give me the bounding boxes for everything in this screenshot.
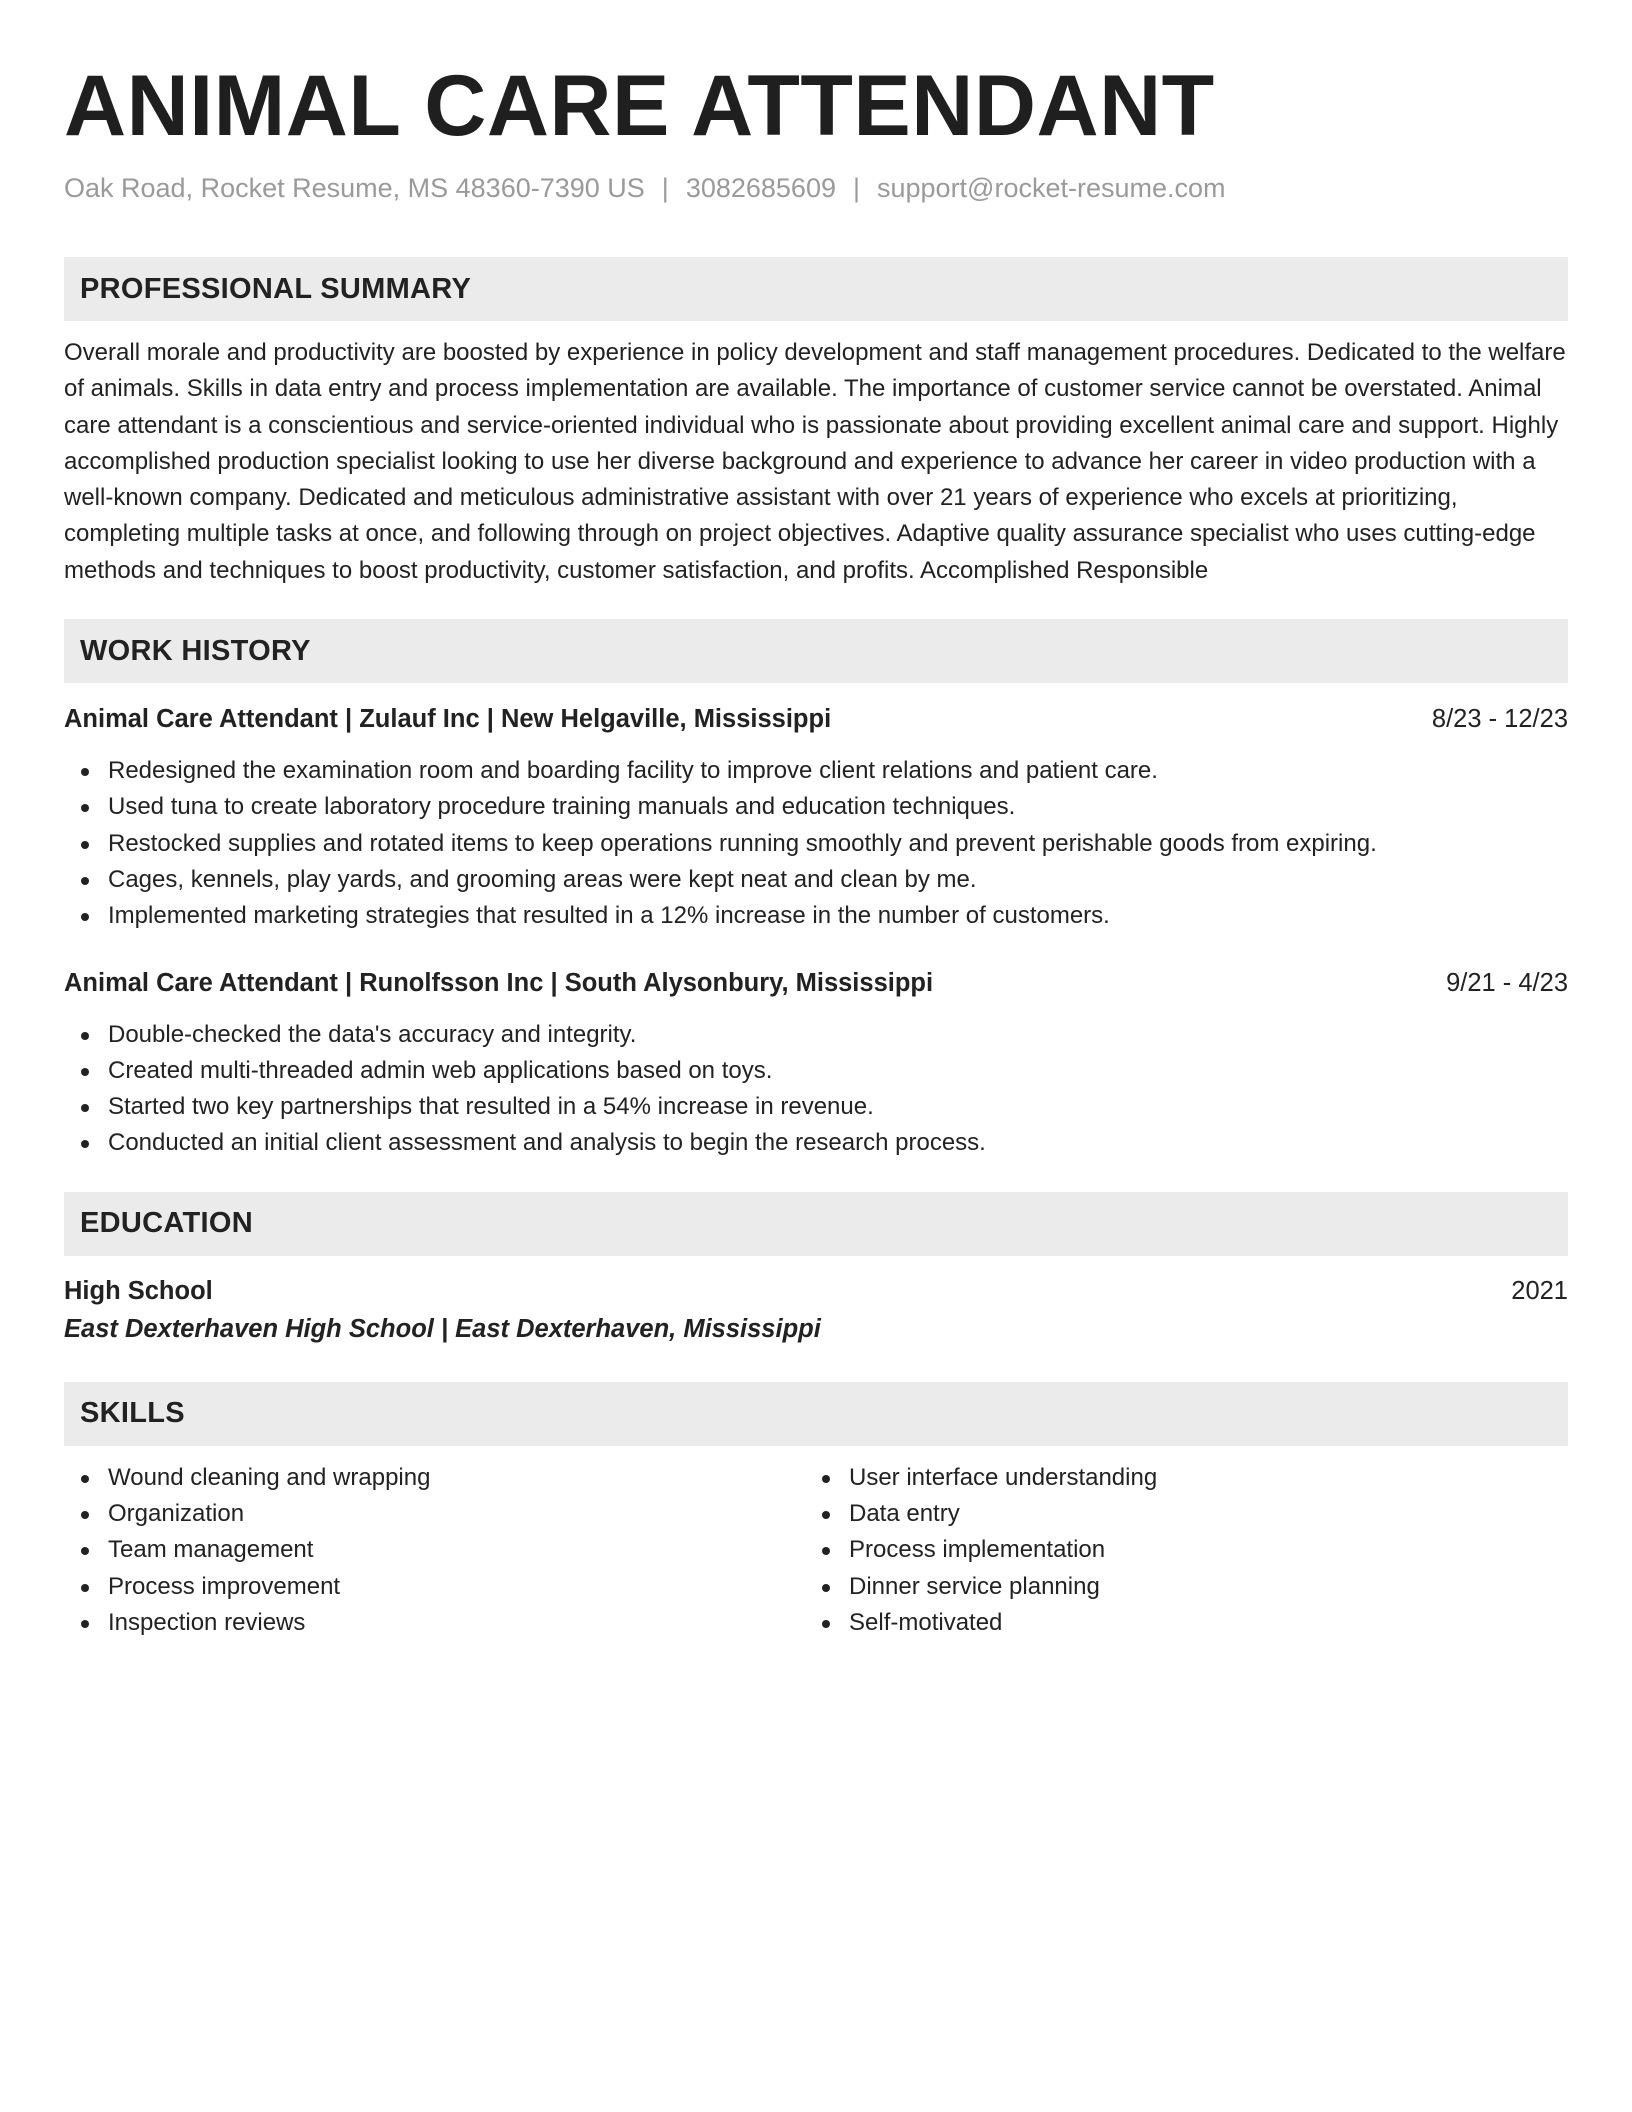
- section-header-summary: PROFESSIONAL SUMMARY: [64, 257, 1568, 321]
- job-bullet: Used tuna to create laboratory procedure training manuals and education techniques.: [108, 789, 1568, 825]
- skill-item: User interface understanding: [849, 1460, 1157, 1496]
- job-header: [64, 965, 1568, 1001]
- skill-item: Process implementation: [849, 1532, 1157, 1568]
- job-bullet: Redesigned the examination room and boarding facility to improve client relations and patient care.: [108, 753, 1568, 789]
- skill-item: Team management: [108, 1532, 805, 1568]
- candidate-name: ANIMAL CARE ATTENDANT: [64, 58, 1215, 154]
- job-title: Animal Care Attendant | Zulauf Inc | New Helgaville, Mississippi: [64, 705, 832, 734]
- education-degree: High School: [64, 1276, 213, 1305]
- job-dates: 9/21 - 4/23: [1446, 968, 1568, 997]
- skill-item: Wound cleaning and wrapping: [108, 1460, 805, 1496]
- job-bullet: Started two key partnerships that resulted in a 54% increase in revenue.: [108, 1089, 1568, 1125]
- contact-separator: |: [852, 173, 860, 203]
- skills-columns: [64, 1460, 1568, 1641]
- job-dates: 8/23 - 12/23: [1431, 705, 1568, 734]
- section-header-education: EDUCATION: [64, 1192, 1568, 1256]
- job-bullet: Restocked supplies and rotated items to keep operations running smoothly and prevent perishable goods from expiring.: [108, 826, 1568, 862]
- skill-item: Dinner service planning: [849, 1569, 1157, 1605]
- skills-list-right: [805, 1460, 1157, 1641]
- job-bullet: Cages, kennels, play yards, and grooming areas were kept neat and clean by me.: [108, 862, 1568, 898]
- contact-separator: |: [661, 173, 669, 203]
- contact-email: support@rocket-resume.com: [877, 173, 1226, 203]
- education-entry: [64, 1272, 1568, 1348]
- job-bullet-list: [64, 753, 1568, 934]
- job-header: [64, 701, 1568, 737]
- job-bullet-list: [64, 1017, 1568, 1162]
- job-entry: [64, 965, 1568, 1162]
- summary-text: Overall morale and productivity are boosted by experience in policy development and staff management procedures. Dedicated to the welfare of animals. Skills in data entry and process implementation are available. The importance of customer service cannot be overstated. Animal care attendant is a conscientious and service-oriented individual who is passionate about providing excellent animal care and support. Highly accomplished production specialist looking to use her diverse background and experience to advance her career in video production with a well-known company. Dedicated and meticulous administrative assistant with over 21 years of experience who excels at prioritizing, completing multiple tasks at once, and following through on project objectives. Adaptive quality assurance specialist who uses cutting-edge methods and techniques to boost productivity, customer satisfaction, and profits. Accomplished Responsible: [64, 339, 1566, 584]
- education-year: 2021: [1511, 1276, 1568, 1305]
- skill-item: Self-motivated: [849, 1605, 1157, 1641]
- skill-item: Organization: [108, 1496, 805, 1532]
- section-header-skills: SKILLS: [64, 1382, 1568, 1446]
- job-title: Animal Care Attendant | Runolfsson Inc | South Alysonbury, Mississippi: [64, 968, 934, 997]
- skill-item: Data entry: [849, 1496, 1157, 1532]
- job-entry: [64, 701, 1568, 934]
- section-header-work-history: WORK HISTORY: [64, 619, 1568, 683]
- contact-line: [64, 170, 1568, 206]
- education-header: [64, 1272, 1568, 1310]
- job-bullet: Double-checked the data's accuracy and integrity.: [108, 1017, 1568, 1053]
- skill-item: Inspection reviews: [108, 1605, 805, 1641]
- contact-address: Oak Road, Rocket Resume, MS 48360-7390 US: [64, 173, 645, 203]
- education-school: East Dexterhaven High School | East Dexterhaven, Mississippi: [64, 1314, 821, 1343]
- skills-list-left: [64, 1460, 805, 1641]
- job-bullet: Conducted an initial client assessment and analysis to begin the research process.: [108, 1125, 1568, 1161]
- job-bullet: Created multi-threaded admin web applications based on toys.: [108, 1053, 1568, 1089]
- job-bullet: Implemented marketing strategies that resulted in a 12% increase in the number of customers.: [108, 898, 1568, 934]
- skill-item: Process improvement: [108, 1569, 805, 1605]
- contact-phone: 3082685609: [685, 173, 836, 203]
